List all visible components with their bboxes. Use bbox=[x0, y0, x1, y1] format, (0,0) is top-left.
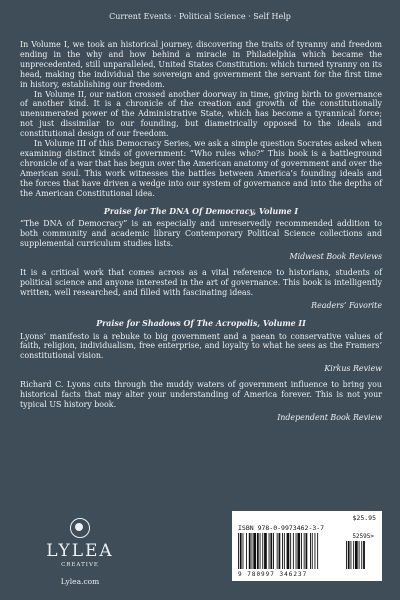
publisher-logo bbox=[20, 518, 140, 586]
barcode-addon-bar bbox=[351, 541, 352, 569]
review-quote: Lyons’ manifesto is a rebuke to big government and a paean to conservative values of faith, religion, individualism, free enterprise, and loyalty to what he sees as the Framers’ constitutional vision. bbox=[20, 331, 382, 361]
intro-paragraph-3: In Volume III of this Democracy Series, we ask a simple question Socrates asked when examining distinct kinds of government: “Who rules who?” This book is a battleground chronicle of a war that has begun over the American anatomy of government and over the American soul. This work witnesses the battles between America’s founding ideals and the forces that have driven a wedge into our system of governance and into the depths of the American Constitutional idea. bbox=[20, 139, 382, 198]
barcode-bar bbox=[246, 533, 247, 569]
barcode-bar bbox=[253, 533, 256, 569]
barcode-bar bbox=[287, 533, 290, 569]
barcode-bar bbox=[284, 533, 285, 569]
barcode-bar bbox=[262, 533, 263, 569]
publisher-name: LYLEA bbox=[46, 541, 114, 561]
barcode-bar bbox=[293, 533, 294, 569]
isbn-label: ISBN 978-0-9973462-3-7 bbox=[238, 524, 325, 532]
publisher-website: Lylea.com bbox=[60, 577, 100, 586]
price-label: $25.95 bbox=[352, 514, 376, 522]
barcode-bar bbox=[312, 533, 313, 569]
barcode-bar bbox=[296, 533, 297, 569]
barcode-bar bbox=[304, 533, 305, 569]
review-source: Kirkus Review bbox=[324, 364, 382, 374]
barcode-bar bbox=[277, 533, 278, 569]
barcode-addon-bar bbox=[353, 541, 354, 569]
barcode-bar bbox=[264, 533, 267, 569]
review-source: Midwest Book Reviews bbox=[289, 252, 382, 262]
barcode-bar bbox=[273, 533, 274, 569]
barcode-bar bbox=[249, 533, 251, 569]
review-source: Independent Book Review bbox=[277, 412, 382, 422]
barcode-bar bbox=[257, 533, 259, 569]
circle-logo-icon bbox=[70, 518, 90, 538]
barcode-bar bbox=[243, 533, 244, 569]
review-quote: It is a critical work that comes across as a vital reference to historians, students of political science and anyone interested in the art of governance. This book is intelligently written, well researched, and filled with fascinating ideas. bbox=[20, 268, 382, 297]
review-source: Readers’ Favorite bbox=[311, 300, 382, 310]
barcode-addon-bar bbox=[361, 541, 362, 569]
barcode-addon-bar bbox=[363, 541, 365, 569]
review-quote: “The DNA of Democracy” is an especially and unreservedly recommended addition to both community and academic library Contemporary Political Science collections and supplemental curriculum studies lists. bbox=[20, 219, 382, 249]
price-addon-code: 52595> bbox=[352, 533, 374, 540]
praise-heading-volume-2: Praise for Shadows Of The Acropolis, Volume II bbox=[96, 318, 306, 328]
barcode-addon-bar bbox=[348, 541, 350, 569]
barcode-bar bbox=[315, 533, 316, 569]
barcode-bar bbox=[306, 533, 308, 569]
barcode-bar bbox=[270, 533, 272, 569]
barcode-bar bbox=[282, 533, 283, 569]
praise-heading-volume-1: Praise for The DNA Of Democracy, Volume I bbox=[103, 206, 299, 216]
barcode-bar bbox=[238, 533, 239, 569]
publisher-tagline: CREATIVE bbox=[61, 562, 99, 568]
isbn-barcode bbox=[232, 511, 382, 581]
barcode-bar bbox=[279, 533, 281, 569]
barcode-bar bbox=[301, 533, 302, 569]
barcode-addon-bar bbox=[355, 541, 358, 569]
barcode-bar bbox=[317, 533, 318, 569]
review-quote: Richard C. Lyons cuts through the muddy waters of government influence to bring you historical facts that may alter your understanding of America forever. This is not your typical US history book. bbox=[20, 380, 382, 409]
barcode-bars-icon bbox=[238, 533, 376, 571]
barcode-bar bbox=[297, 533, 300, 569]
barcode-bar bbox=[260, 533, 261, 569]
barcode-addon-bar bbox=[346, 541, 347, 569]
barcode-bar bbox=[310, 533, 311, 569]
barcode-bar bbox=[252, 533, 253, 569]
barcode-digits: 9 780997 346237 bbox=[238, 571, 308, 578]
cover-copy bbox=[20, 40, 382, 429]
barcode-addon-bar bbox=[359, 541, 360, 569]
barcode-bar bbox=[290, 533, 291, 569]
category-line: Current Events · Political Science · Self Help bbox=[109, 12, 291, 21]
barcode-bar bbox=[269, 533, 270, 569]
intro-paragraph-1: In Volume I, we took an historical journey, discovering the traits of tyranny and freedom ending in the why and how behind a miracle in Philadelphia which became the unprecedented, still unparalleled, United States Constitution: which turned tyranny on its head, making the individual the sovereign and government the servant for the first time in history, establishing our freedom. bbox=[20, 40, 382, 89]
intro-paragraph-2: In Volume II, our nation crossed another doorway in time, giving birth to governance of another kind. It is a chronicle of the creation and growth of the constitutionally unenumerated power of the Administrative State, which has become a tyrannical force; not just dissimilar to our founding, but diametrically opposed to the ideals and constitutional design of our freedom. bbox=[20, 89, 382, 139]
barcode-bar bbox=[240, 533, 242, 569]
